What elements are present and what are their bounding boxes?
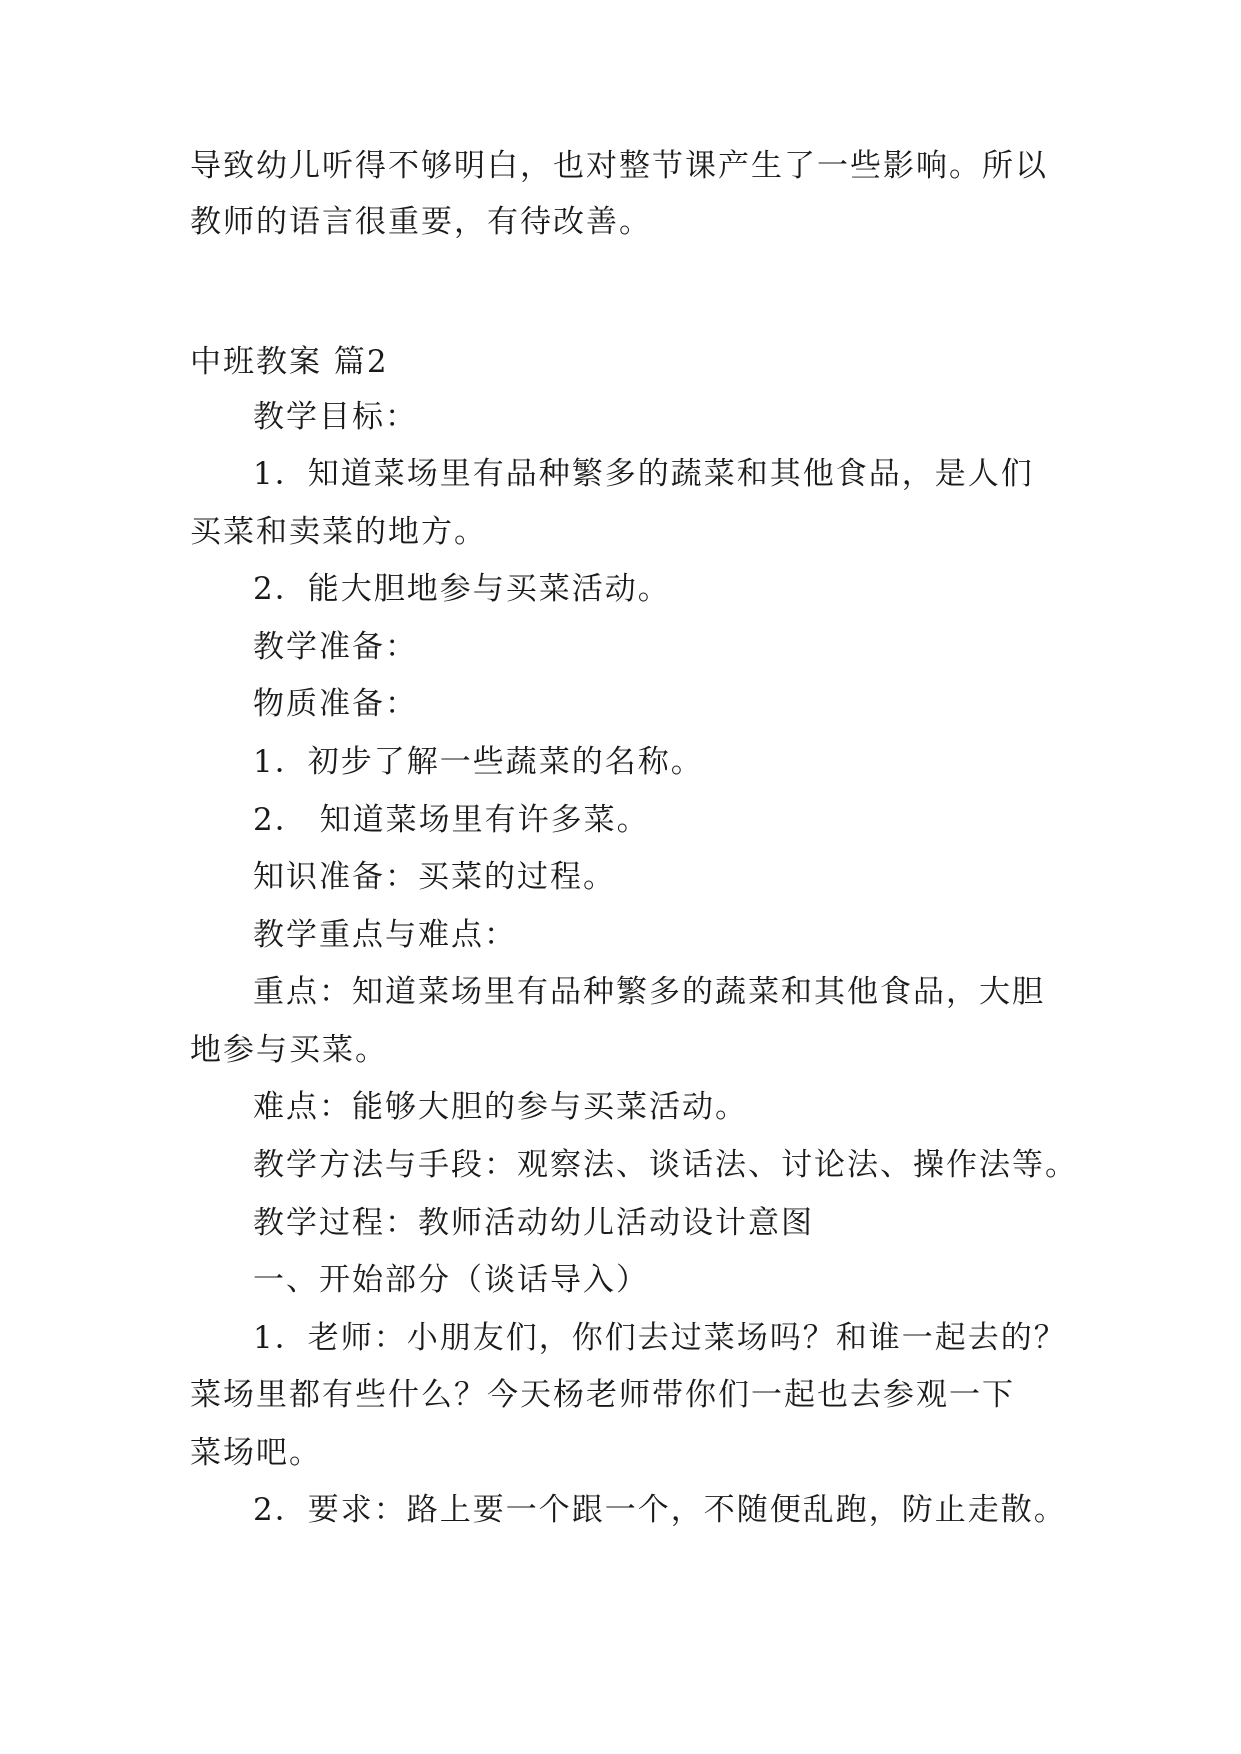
paragraph-line: 教学重点与难点：	[253, 917, 517, 953]
paragraph-line: 导致幼儿听得不够明白，也对整节课产生了一些影响。所以	[190, 148, 1048, 184]
paragraph-line: 一、开始部分（谈话导入）	[253, 1262, 649, 1298]
paragraph-line: 2． 知道菜场里有许多菜。	[253, 802, 650, 838]
paragraph-line: 买菜和卖菜的地方。	[190, 514, 487, 550]
paragraph-line: 物质准备：	[253, 686, 418, 722]
paragraph-line: 菜场里都有些什么？今天杨老师带你们一起也去参观一下	[190, 1377, 1015, 1413]
paragraph-line: 2．要求：路上要一个跟一个，不随便乱跑，防止走散。	[253, 1492, 1067, 1528]
paragraph-line: 教学过程：教师活动幼儿活动设计意图	[253, 1205, 814, 1241]
paragraph-line: 知识准备：买菜的过程。	[253, 859, 616, 895]
section-heading: 中班教案 篇2	[190, 344, 389, 380]
paragraph-line: 重点：知道菜场里有品种繁多的蔬菜和其他食品，大胆	[253, 974, 1045, 1010]
paragraph-line: 1．知道菜场里有品种繁多的蔬菜和其他食品，是人们	[253, 456, 1034, 492]
paragraph-line: 地参与买菜。	[190, 1032, 388, 1068]
paragraph-line: 1．初步了解一些蔬菜的名称。	[253, 744, 704, 780]
paragraph-line: 教学方法与手段：观察法、谈话法、讨论法、操作法等。	[253, 1147, 1078, 1183]
paragraph-line: 教学准备：	[253, 629, 418, 665]
paragraph-line: 1．老师：小朋友们，你们去过菜场吗？和谁一起去的？	[253, 1320, 1067, 1356]
paragraph-line: 教学目标：	[253, 399, 418, 435]
paragraph-line: 2．能大胆地参与买菜活动。	[253, 571, 671, 607]
paragraph-line: 菜场吧。	[190, 1435, 322, 1471]
paragraph-line: 教师的语言很重要，有待改善。	[190, 204, 652, 240]
paragraph-line: 难点：能够大胆的参与买菜活动。	[253, 1089, 748, 1125]
